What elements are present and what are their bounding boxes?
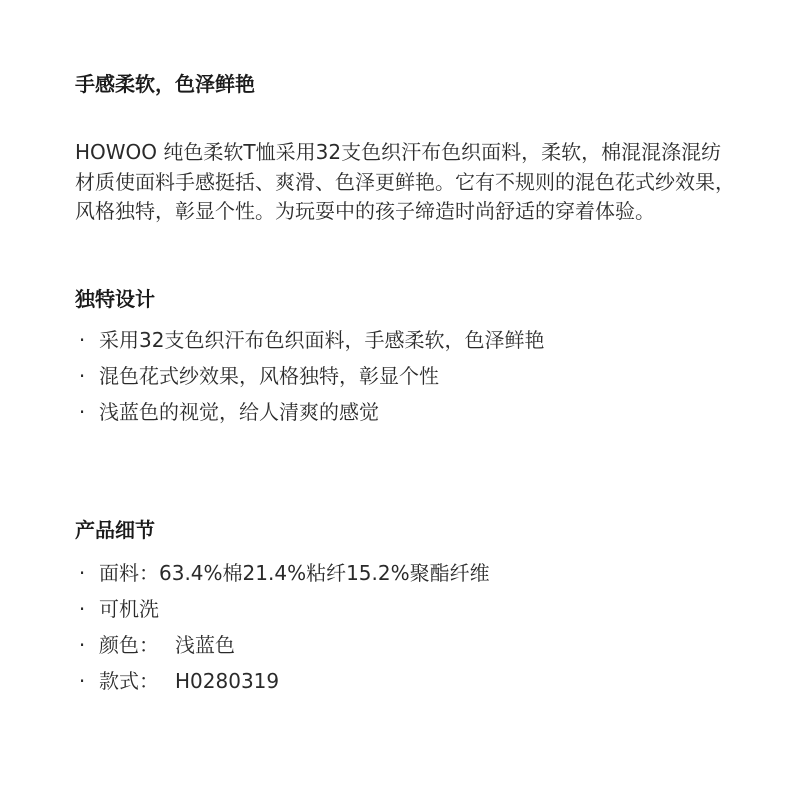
product-detail-list [75,555,765,699]
design-item-text: 混色花式纱效果，风格独特，彰显个性 [99,364,439,388]
style-number: H0280319 [175,669,280,693]
list-item [75,394,765,430]
section-title-design: 独特设计 [75,287,155,311]
section-title-details: 产品细节 [75,518,155,542]
bullet-dot-icon: · [78,561,86,585]
style-label: 款式： [99,669,159,693]
bullet-dot-icon: · [78,328,86,352]
wash-instruction: 可机洗 [99,597,159,621]
bullet-dot-icon: · [78,669,86,693]
list-item [75,555,765,591]
bullet-dot-icon: · [78,597,86,621]
bullet-dot-icon: · [78,400,86,424]
bullet-dot-icon: · [78,364,86,388]
color-label: 颜色： [99,633,159,657]
list-item [75,358,765,394]
section-title-feel: 手感柔软，色泽鲜艳 [75,72,255,96]
list-item [75,591,765,627]
design-item-text: 采用32支色织汗布色织面料，手感柔软，色泽鲜艳 [99,328,545,352]
list-item [75,322,765,358]
list-item [75,663,765,699]
intro-paragraph: HOWOO 纯色柔软T恤采用32支色织汗布色织面料，柔软，棉混混涤混纺材质使面料手感挺括、爽滑、色泽更鲜艳。它有不规则的混色花式纱效果，风格独特，彰显个性。为玩耍中的孩子缔造时尚舒适的穿着体验。 [75,140,735,223]
design-item-text: 浅蓝色的视觉，给人清爽的感觉 [99,400,379,424]
list-item [75,627,765,663]
fabric-composition: 面料：63.4%棉21.4%粘纤15.2%聚酯纤维 [99,561,490,585]
color-value: 浅蓝色 [175,633,235,657]
bullet-dot-icon: · [78,633,86,657]
design-feature-list [75,322,765,430]
